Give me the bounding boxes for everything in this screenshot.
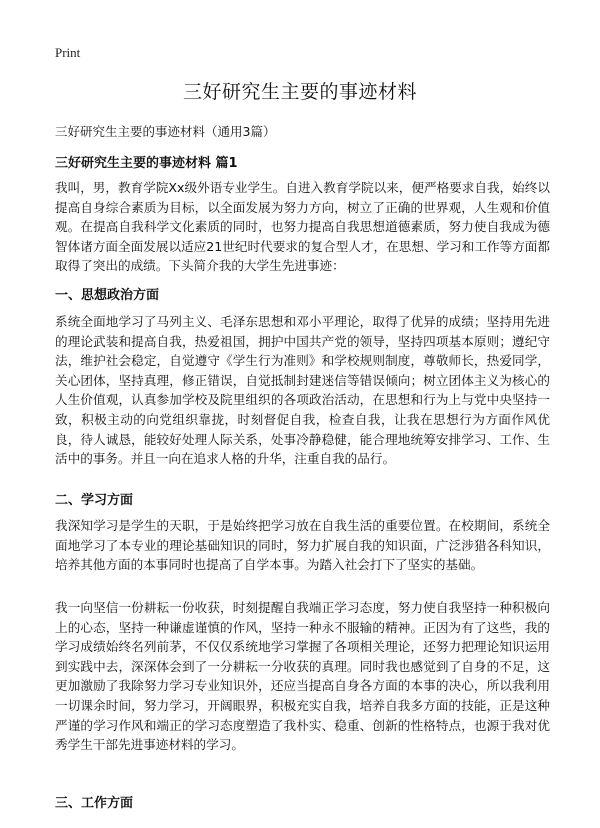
part-heading: 三好研究生主要的事迹材料 篇1 — [55, 156, 238, 171]
section-heading-politics: 一、思想政治方面 — [55, 288, 160, 303]
print-link[interactable]: Print — [55, 45, 81, 60]
section-heading-study: 二、学习方面 — [55, 493, 134, 508]
document-subtitle: 三好研究生主要的事迹材料（通用3篇） — [55, 124, 276, 139]
politics-paragraph: 系统全面地学习了马列主义、毛泽东思想和邓小平理论，取得了优异的成绩；坚持用先进的理论武装和提高自我，热爱祖国，拥护中国共产党的领导，坚持四项基本原则；遵纪守法，维护社会稳定，自觉遵守《学生行为准则》和学校规则制度，尊敬师长，热爱同学，关心团体，坚持真理，修正错误，自觉抵制封建迷信等错误倾向；树立团体主义为核心的人生价值观，认真参加学校及院里组织的各项政治活动，在思想和行为上与党中央坚持一致，积极主动的向党组织靠拢，时刻督促自我，检查自我，让我在思想行为方面作风优良，待人诚恳，能较好处理人际关系，处事冷静稳健，能合理地统筹安排学习、工作、生活中的事务。并且一向在追求人格的升华，注重自我的品行。 — [55, 314, 550, 467]
study-paragraph-1: 我深知学习是学生的天职，于是始终把学习放在自我生活的重要位置。在校期间，系统全面地学习了本专业的理论基础知识的同时，努力扩展自我的知识面，广泛涉猎各科知识，培养其他方面的本事同时也提高了自学本事。为踏入社会打下了坚实的基础。 — [55, 518, 550, 573]
section-heading-work: 三、工作方面 — [55, 796, 134, 811]
page-title: 三好研究生主要的事迹材料 — [182, 81, 417, 103]
intro-paragraph: 我叫，男，教育学院Xx级外语专业学生。自进入教育学院以来，便严格要求自我，始终以提高自身综合素质为目标，以全面发展为努力方向，树立了正确的世界观，人生观和价值观。在提高自我科学文化素质的同时，也努力提高自我思想道德素质，努力使自我成为德智体诸方面全面发展以适应21世纪时代要求的复合型人才，在思想、学习和工作等方面都取得了突出的成绩。下头简介我的大学生先进事迹： — [55, 180, 550, 274]
study-paragraph-2: 我一向坚信一份耕耘一份收获，时刻提醒自我端正学习态度，努力使自我坚持一种积极向上的心态，坚持一种谦虚谨慎的作风，坚持一种永不服输的精神。正因为有了这些，我的学习成绩始终名列前茅，不仅仅系统地学习掌握了各项相关理论，还努力把理论知识运用到实践中去，深深体会到了一分耕耘一分收获的真理。同时我也感觉到了自身的不足，这更加激励了我除努力学习专业知识外，还应当提高自身各方面的本事的决心，所以我利用一切课余时间，努力学习，开阔眼界，积极充实自我，培养自我多方面的技能，正是这种严谨的学习作风和端正的学习态度塑造了我朴实、稳重、创新的性格特点，也源于我对优秀学生干部先进事迹材料的学习。 — [55, 600, 550, 753]
